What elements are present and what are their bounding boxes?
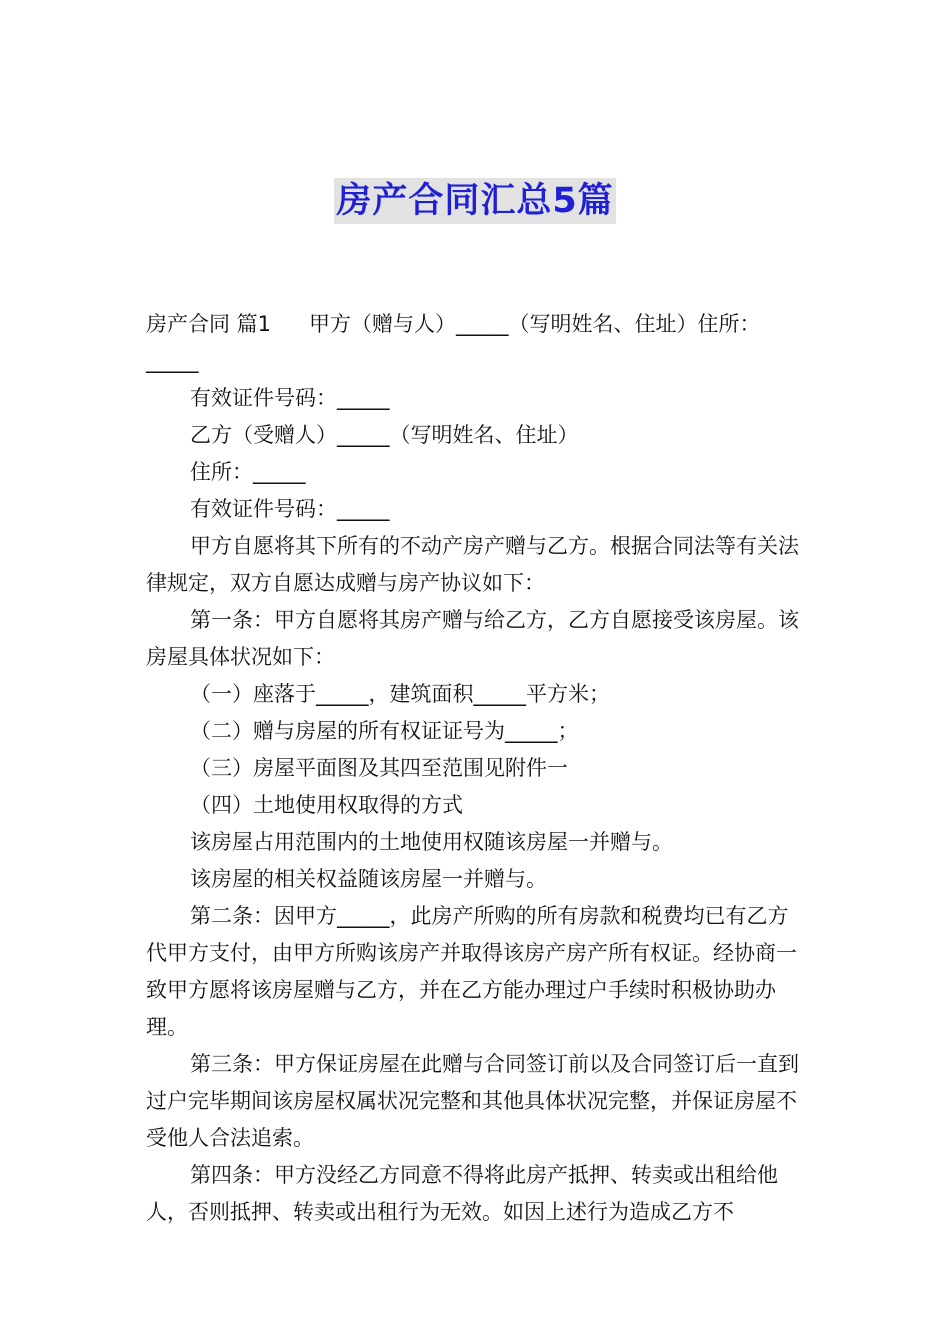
article-1: 第一条：甲方自愿将其房产赠与给乙方，乙方自愿接受该房屋。该房屋具体状况如下： (146, 608, 799, 669)
party-b-address-line: 住所：_____ (190, 460, 306, 484)
section-heading: 房产合同 篇1 (146, 312, 272, 336)
article-1-item-1: （一）座落于_____，建筑面积_____平方米； (190, 682, 610, 706)
land-use-paragraph: 该房屋占用范围内的土地使用权随该房屋一并赠与。 (190, 830, 673, 854)
document-body (146, 306, 806, 1231)
article-2: 第二条：因甲方_____，此房产所购的所有房款和税费均已有乙方代甲方支付，由甲方所购该房产并取得该房产房产所有权证。经协商一致甲方愿将该房屋赠与乙方，并在乙方能办理过户手续时积极协助办理。 (146, 904, 797, 1039)
article-4: 第四条：甲方没经乙方同意不得将此房产抵押、转卖或出租给他人，否则抵押、转卖或出租行为无效。如因上述行为造成乙方不 (146, 1163, 778, 1224)
party-b-id-line: 有效证件号码：_____ (190, 497, 390, 521)
article-1-item-4: （四）土地使用权取得的方式 (190, 793, 463, 817)
document-title (0, 178, 950, 224)
party-a-line: 甲方（赠与人）_____（写明姓名、住址）住所： (309, 312, 761, 336)
party-a-address-blank: _____ (146, 349, 199, 373)
intro-paragraph: 甲方自愿将其下所有的不动产房产赠与乙方。根据合同法等有关法律规定，双方自愿达成赠与房产协议如下： (146, 534, 799, 595)
title-text: 房产合同汇总5篇 (334, 178, 615, 224)
article-1-item-3: （三）房屋平面图及其四至范围见附件一 (190, 756, 568, 780)
rights-paragraph: 该房屋的相关权益随该房屋一并赠与。 (190, 867, 547, 891)
article-1-item-2: （二）赠与房屋的所有权证证号为_____； (190, 719, 579, 743)
article-3: 第三条：甲方保证房屋在此赠与合同签订前以及合同签订后一直到过户完毕期间该房屋权属状况完整和其他具体状况完整，并保证房屋不受他人合法追索。 (146, 1052, 799, 1150)
party-a-id-line: 有效证件号码：_____ (190, 386, 390, 410)
party-b-line: 乙方（受赠人）_____（写明姓名、住址） (190, 423, 579, 447)
first-line (146, 306, 806, 343)
